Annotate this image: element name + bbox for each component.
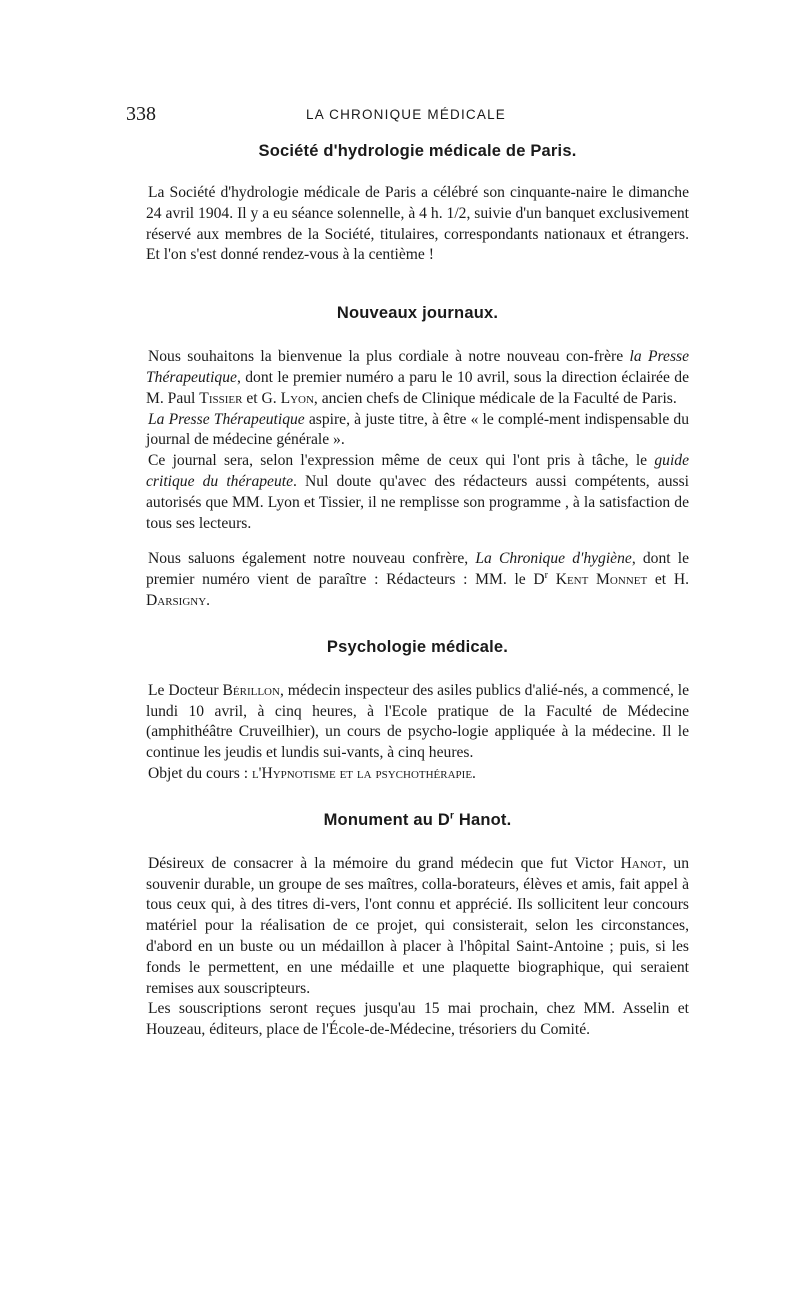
paragraph: Le Docteur Bérillon, médecin inspecteur des asiles publics d'alié-nés, a commencé, le lundi 10 avril, à cinq heures, à l'Ecole pratique de la Faculté de Médecine (amphithéâtre Cruveilhier), un cours de psycho-logie appliquée à la médecine. Il le continue les jeudis et lundis sui-vants, à cinq heures. bbox=[146, 681, 690, 762]
journal-name: La Chronique d'hygiène bbox=[475, 550, 632, 568]
section-title: Monument au $D^r$ Hanot. bbox=[323, 810, 512, 829]
paragraph: Nous souhaitons la bienvenue la plus cordiale à notre nouveau con-frère la Presse Thérapeutique, dont le premier numéro a paru le 10 avril, sous la direction éclairée de M. Paul Tissier et G. Lyon, ancien chefs de Clinique médicale de la Faculté de Paris. bbox=[146, 348, 689, 407]
section-title: Nouveaux journaux. bbox=[336, 304, 499, 323]
quoted-phrase: guide critique du thérapeute bbox=[146, 452, 689, 490]
section-nouveaux-journaux bbox=[146, 304, 689, 612]
section-hydrologie bbox=[146, 142, 689, 266]
person-name: Tissier bbox=[199, 389, 243, 407]
course-subject: l'Hypnotisme et la psychothérapie. bbox=[251, 764, 476, 782]
journal-name: la Presse Thérapeutique bbox=[146, 348, 689, 386]
journal-name: La Presse Thérapeutique bbox=[148, 410, 305, 428]
running-head bbox=[126, 103, 689, 135]
section-psychologie bbox=[146, 638, 689, 785]
section-title: Société d'hydrologie médicale de Paris. bbox=[258, 142, 577, 160]
paragraph: La Presse Thérapeutique aspire, à juste titre, à être « le complé-ment indispensable du journal de médecine générale ». bbox=[146, 410, 689, 449]
person-name: Bérillon bbox=[222, 681, 280, 699]
person-name: Darsigny bbox=[146, 591, 207, 609]
person-name: Lyon bbox=[280, 389, 314, 407]
paragraph: Ce journal sera, selon l'expression même de ceux qui l'ont pris à tâche, le guide critique du thérapeute. Nul doute qu'avec des rédacteurs aussi compétents, aussi autorisés que MM. Lyon et Tissier, il ne remplisse son programme , à la satisfaction de tous ses lecteurs. bbox=[146, 452, 689, 532]
paragraph: Désireux de consacrer à la mémoire du grand médecin que fut Victor Hanot, un souvenir durable, un groupe de ses maîtres, colla-borateurs, élèves et amis, fait appel à tous ceux qui, à des titres di-vers, l'ont connu et apprécié. Ils sollicitent leur concours matériel pour la réalisation de ce projet, qui consisterait, selon les circonstances, d'abord en un buste ou un médaillon à placer à l'hôpital Saint-Antoine ; puis, si les fonds le permettent, en une médaille et une plaquette biographique, qui seraient remises aux souscripteurs. bbox=[146, 854, 690, 997]
person-name: Kent Monnet bbox=[555, 571, 648, 589]
journal-title: LA CHRONIQUE MÉDICALE bbox=[306, 107, 506, 122]
page-number: 338 bbox=[126, 103, 156, 125]
section-title: Psychologie médicale. bbox=[326, 637, 509, 656]
paragraph: Les souscriptions seront reçues jusqu'au 15 mai prochain, chez MM. Asselin et Houzeau, éditeurs, place de l'École-de-Médecine, trésoriers du Comité. bbox=[146, 1000, 689, 1039]
paragraph: Nous saluons également notre nouveau confrère, La Chronique d'hygiène, dont le premier numéro vient de paraître : Rédacteurs : MM. le $D^r$ Kent Monnet et H. Darsigny. bbox=[146, 550, 689, 609]
paragraph: La Société d'hydrologie médicale de Paris a célébré son cinquante-naire le dimanche 24 avril 1904. Il y a eu séance solennelle, à 4 h. 1/2, suivie d'un banquet exclusivement réservé aux membres de la Société, titulaires, correspondants nationaux et étrangers. Et l'on s'est donné rendez-vous à la centième ! bbox=[146, 184, 689, 264]
paragraph: Objet du cours : l'Hypnotisme et la psychothérapie. bbox=[148, 764, 476, 782]
section-monument-hanot bbox=[146, 811, 689, 1041]
person-name: Hanot bbox=[620, 854, 663, 872]
